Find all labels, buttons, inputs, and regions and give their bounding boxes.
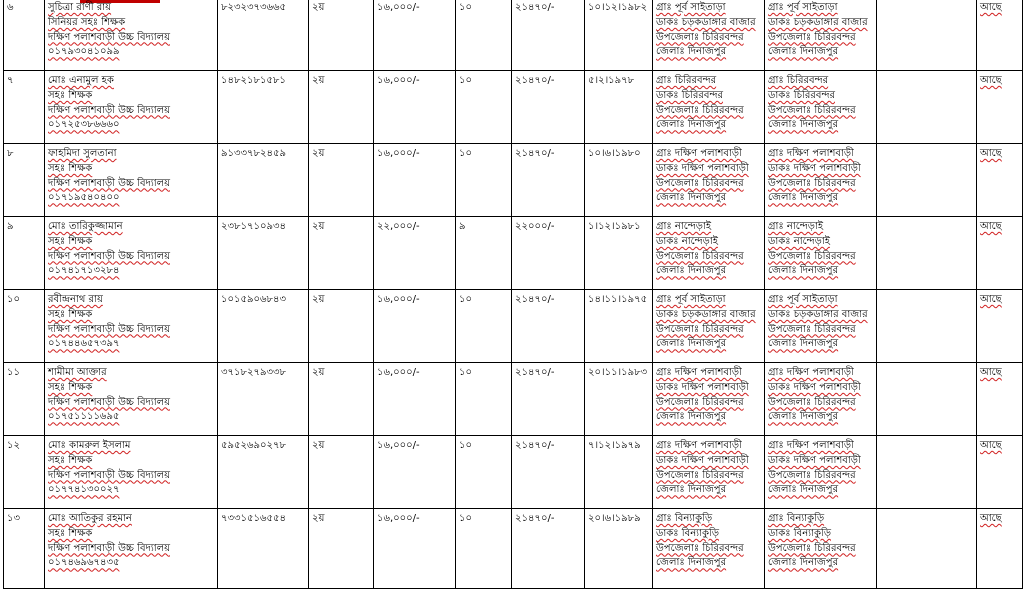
phone-number: ০১৭৪১৭১৩২৮৪ — [48, 265, 120, 277]
step-cell — [456, 290, 512, 363]
total-pay: ২১৪৭০/- — [515, 75, 555, 86]
person-cell — [45, 436, 218, 509]
designation: সহঃ শিক্ষক — [48, 235, 93, 247]
permanent-address-cell — [765, 0, 877, 71]
permanent-address-line: উপজেলাঃ চিরিরবন্দর — [768, 250, 856, 262]
institution: দক্ষিণ পলাশবাড়ী উচ্চ বিদ্যালয় — [48, 177, 170, 189]
status: আছে — [980, 294, 1002, 305]
designation: সিনিয়র সহঃ শিক্ষক — [48, 16, 126, 28]
present-address-line: ডাকঃ চড়কডাঙ্গার বাজার — [656, 308, 756, 320]
status-cell — [977, 509, 1023, 589]
pay-step: ১০ — [459, 440, 472, 451]
total-pay-cell — [512, 290, 585, 363]
dob-cell — [585, 509, 653, 589]
permanent-address-line: গ্রাঃ বিন্যাকুড়ি — [768, 513, 825, 524]
permanent-address-line: ডাকঃ চিরিরবন্দর — [768, 89, 835, 101]
person-cell — [45, 71, 218, 144]
person-cell — [45, 217, 218, 290]
total-pay-cell — [512, 0, 585, 71]
date-of-birth: ৫।২।১৯৭৮ — [588, 75, 635, 86]
present-address-cell — [653, 144, 765, 217]
present-address-line: গ্রাঃ দক্ষিণ পলাশবাড়ী — [656, 148, 742, 159]
nid-number: ১৪৮২১৮১৫৮১ — [221, 75, 286, 86]
pay-scale: ১৬,০০০/- — [377, 440, 420, 451]
date-of-birth: ১।১২।১৯৮১ — [588, 221, 641, 232]
pay-scale-cell — [374, 217, 456, 290]
grade: ২য় — [312, 367, 325, 378]
permanent-address-line: ডাকঃ বিন্যাকুড়ি — [768, 527, 831, 539]
pay-step: ১০ — [459, 367, 472, 378]
permanent-address-cell — [765, 436, 877, 509]
status: আছে — [980, 75, 1002, 86]
grade-cell — [309, 144, 374, 217]
permanent-address-line: গ্রাঃ চিরিরবন্দর — [768, 75, 829, 86]
institution: দক্ষিণ পলাশবাড়ী উচ্চ বিদ্যালয় — [48, 542, 170, 554]
present-address-line: উপজেলাঃ চিরিরবন্দর — [656, 542, 744, 554]
teacher-name: সুচিত্রা রাণী রায় — [48, 2, 112, 13]
pay-step: ১০ — [459, 75, 472, 86]
serial-number: ১২ — [7, 440, 20, 451]
permanent-address-cell — [765, 144, 877, 217]
person-cell — [45, 509, 218, 589]
present-address-line: গ্রাঃ চিরিরবন্দর — [656, 75, 717, 86]
pay-scale-cell — [374, 0, 456, 71]
present-address-line: উপজেলাঃ চিরিরবন্দর — [656, 31, 744, 43]
dob-cell — [585, 290, 653, 363]
serial-cell — [4, 217, 45, 290]
nid-cell — [218, 217, 309, 290]
permanent-address-line: উপজেলাঃ চিরিরবন্দর — [768, 104, 856, 116]
present-address-line: জেলাঃ দিনাজপুর — [656, 192, 727, 204]
permanent-address-line: গ্রাঃ দক্ষিণ পলাশবাড়ী — [768, 367, 854, 378]
present-address-cell — [653, 217, 765, 290]
pay-scale: ১৬,০০০/- — [377, 513, 420, 524]
designation: সহঃ শিক্ষক — [48, 454, 93, 466]
nid-cell — [218, 436, 309, 509]
present-address-line: উপজেলাঃ চিরিরবন্দর — [656, 469, 744, 481]
status-cell — [977, 71, 1023, 144]
present-address-line: ডাকঃ চড়কডাঙ্গার বাজার — [656, 16, 756, 28]
present-address-line: উপজেলাঃ চিরিরবন্দর — [656, 323, 744, 335]
grade-cell — [309, 363, 374, 436]
permanent-address-line: ডাকঃ দক্ষিণ পলাশবাড়ী — [768, 381, 861, 393]
step-cell — [456, 0, 512, 71]
nid-number: ১০১৫৯০৬৮৪৩ — [221, 294, 286, 305]
present-address-line: গ্রাঃ পূর্ব সাইতাড়া — [656, 2, 726, 13]
person-cell — [45, 144, 218, 217]
serial-cell — [4, 71, 45, 144]
pay-scale: ২২,০০০/- — [377, 221, 420, 232]
dob-cell — [585, 71, 653, 144]
permanent-address-line: উপজেলাঃ চিরিরবন্দর — [768, 396, 856, 408]
nid-number: ৫৯৫২৬৯০২৭৮ — [221, 440, 286, 451]
grade-cell — [309, 436, 374, 509]
serial-number: ১১ — [7, 367, 20, 378]
grade: ২য় — [312, 513, 325, 524]
date-of-birth: ১৪।১১।১৯৭৫ — [588, 294, 648, 305]
status: আছে — [980, 367, 1002, 378]
total-pay: ২১৪৭০/- — [515, 148, 555, 159]
serial-cell — [4, 363, 45, 436]
grade-cell — [309, 290, 374, 363]
table-row — [4, 436, 1023, 509]
serial-cell — [4, 144, 45, 217]
permanent-address-line: ডাকঃ দক্ষিণ পলাশবাড়ী — [768, 454, 861, 466]
nid-cell — [218, 290, 309, 363]
present-address-line: জেলাঃ দিনাজপুর — [656, 119, 727, 131]
nid-number: ৮২৩২৩৭৩৬৬৫ — [221, 2, 286, 13]
present-address-cell — [653, 363, 765, 436]
nid-cell — [218, 363, 309, 436]
pay-scale-cell — [374, 290, 456, 363]
present-address-line: জেলাঃ দিনাজপুর — [656, 265, 727, 277]
teacher-info-table — [3, 0, 1023, 589]
designation: সহঃ শিক্ষক — [48, 381, 93, 393]
total-pay-cell — [512, 436, 585, 509]
status: আছে — [980, 440, 1002, 451]
present-address-line: উপজেলাঃ চিরিরবন্দর — [656, 396, 744, 408]
person-cell — [45, 0, 218, 71]
permanent-address-line: জেলাঃ দিনাজপুর — [768, 46, 839, 58]
teacher-name: মোঃ আতিকুর রহমান — [48, 513, 132, 524]
table-row — [4, 71, 1023, 144]
present-address-line: গ্রাঃ নান্দেড়াই — [656, 221, 712, 232]
pay-scale: ১৬,০০০/- — [377, 367, 420, 378]
table-row — [4, 363, 1023, 436]
permanent-address-cell — [765, 71, 877, 144]
permanent-address-line: উপজেলাঃ চিরিরবন্দর — [768, 469, 856, 481]
institution: দক্ষিণ পলাশবাড়ী উচ্চ বিদ্যালয় — [48, 323, 170, 335]
present-address-line: ডাকঃ দক্ষিণ পলাশবাড়ী — [656, 162, 749, 174]
pay-step: ১০ — [459, 513, 472, 524]
serial-number: ৮ — [7, 148, 14, 159]
institution: দক্ষিণ পলাশবাড়ী উচ্চ বিদ্যালয় — [48, 469, 170, 481]
serial-number: ৬ — [7, 2, 14, 13]
person-cell — [45, 290, 218, 363]
present-address-cell — [653, 436, 765, 509]
present-address-line: গ্রাঃ দক্ষিণ পলাশবাড়ী — [656, 440, 742, 451]
designation: সহঃ শিক্ষক — [48, 308, 93, 320]
serial-number: ৭ — [7, 75, 14, 86]
institution: দক্ষিণ পলাশবাড়ী উচ্চ বিদ্যালয় — [48, 396, 170, 408]
pay-step: ১০ — [459, 2, 472, 13]
grade-cell — [309, 71, 374, 144]
date-of-birth: ১০।১২।১৯৮২ — [588, 2, 648, 13]
table-row — [4, 144, 1023, 217]
permanent-address-line: উপজেলাঃ চিরিরবন্দর — [768, 323, 856, 335]
pay-scale: ১৬,০০০/- — [377, 148, 420, 159]
step-cell — [456, 217, 512, 290]
permanent-address-line: ডাকঃ নান্দেড়াই — [768, 235, 830, 247]
table-row — [4, 509, 1023, 589]
step-cell — [456, 363, 512, 436]
blank-cell — [877, 290, 977, 363]
pay-scale: ১৬,০০০/- — [377, 294, 420, 305]
designation: সহঃ শিক্ষক — [48, 89, 93, 101]
present-address-line: জেলাঃ দিনাজপুর — [656, 557, 727, 569]
blank-cell — [877, 71, 977, 144]
status-cell — [977, 363, 1023, 436]
permanent-address-line: গ্রাঃ নান্দেড়াই — [768, 221, 824, 232]
present-address-line: ডাকঃ দক্ষিণ পলাশবাড়ী — [656, 454, 749, 466]
teacher-name: মোঃ কামরুল ইসলাম — [48, 440, 131, 451]
permanent-address-cell — [765, 217, 877, 290]
institution: দক্ষিণ পলাশবাড়ী উচ্চ বিদ্যালয় — [48, 250, 170, 262]
permanent-address-line: ডাকঃ চড়কডাঙ্গার বাজার — [768, 308, 868, 320]
present-address-line: উপজেলাঃ চিরিরবন্দর — [656, 104, 744, 116]
total-pay: ২১৪৭০/- — [515, 367, 555, 378]
dob-cell — [585, 217, 653, 290]
serial-cell — [4, 509, 45, 589]
permanent-address-line: জেলাঃ দিনাজপুর — [768, 484, 839, 496]
permanent-address-line: জেলাঃ দিনাজপুর — [768, 192, 839, 204]
permanent-address-cell — [765, 363, 877, 436]
blank-cell — [877, 144, 977, 217]
present-address-line: জেলাঃ দিনাজপুর — [656, 46, 727, 58]
nid-number: ৭৩৩১৫১৬৫৫৪ — [221, 513, 286, 524]
total-pay: ২১৪৭০/- — [515, 513, 555, 524]
grade: ২য় — [312, 221, 325, 232]
phone-number: ০১৭১৯৫৪০৪০০ — [48, 192, 120, 204]
present-address-line: জেলাঃ দিনাজপুর — [656, 338, 727, 350]
grade: ২য় — [312, 294, 325, 305]
serial-number: ১০ — [7, 294, 20, 305]
step-cell — [456, 436, 512, 509]
date-of-birth: ২০।৬।১৯৮৯ — [588, 513, 641, 524]
total-pay-cell — [512, 509, 585, 589]
pay-step: ১০ — [459, 148, 472, 159]
status: আছে — [980, 148, 1002, 159]
pay-step: ১০ — [459, 294, 472, 305]
table-row — [4, 217, 1023, 290]
present-address-line: জেলাঃ দিনাজপুর — [656, 411, 727, 423]
present-address-line: গ্রাঃ পূর্ব সাইতাড়া — [656, 294, 726, 305]
status: আছে — [980, 221, 1002, 232]
phone-number: ০১৭৭৪১৩০০২৭ — [48, 484, 120, 496]
pay-scale-cell — [374, 71, 456, 144]
blank-cell — [877, 436, 977, 509]
nid-number: ২৩৮১৭১০৯৩৪ — [221, 221, 286, 232]
permanent-address-line: জেলাঃ দিনাজপুর — [768, 557, 839, 569]
permanent-address-line: গ্রাঃ পূর্ব সাইতাড়া — [768, 2, 838, 13]
present-address-cell — [653, 71, 765, 144]
pay-scale-cell — [374, 509, 456, 589]
designation: সহঃ শিক্ষক — [48, 527, 93, 539]
present-address-line: গ্রাঃ বিন্যাকুড়ি — [656, 513, 713, 524]
total-pay: ২১৪৭০/- — [515, 440, 555, 451]
present-address-line: উপজেলাঃ চিরিরবন্দর — [656, 177, 744, 189]
status: আছে — [980, 2, 1002, 13]
pay-scale-cell — [374, 436, 456, 509]
status-cell — [977, 0, 1023, 71]
present-address-line: উপজেলাঃ চিরিরবন্দর — [656, 250, 744, 262]
permanent-address-line: জেলাঃ দিনাজপুর — [768, 265, 839, 277]
phone-number: ০১৭৪৬৯৬৭৪৩৫ — [48, 557, 120, 569]
permanent-address-line: গ্রাঃ দক্ষিণ পলাশবাড়ী — [768, 440, 854, 451]
grade: ২য় — [312, 2, 325, 13]
total-pay-cell — [512, 144, 585, 217]
total-pay-cell — [512, 363, 585, 436]
nid-cell — [218, 144, 309, 217]
teacher-name: শামীমা আক্তার — [48, 367, 107, 378]
present-address-line: গ্রাঃ দক্ষিণ পলাশবাড়ী — [656, 367, 742, 378]
designation: সহঃ শিক্ষক — [48, 162, 93, 174]
nid-number: ৩৭১৮২৭৯৩৩৮ — [221, 367, 286, 378]
grade: ২য় — [312, 440, 325, 451]
nid-cell — [218, 509, 309, 589]
date-of-birth: ২০।১১।১৯৮৩ — [588, 367, 648, 378]
present-address-line: জেলাঃ দিনাজপুর — [656, 484, 727, 496]
step-cell — [456, 144, 512, 217]
permanent-address-line: জেলাঃ দিনাজপুর — [768, 119, 839, 131]
status-cell — [977, 436, 1023, 509]
present-address-line: ডাকঃ নান্দেড়াই — [656, 235, 718, 247]
dob-cell — [585, 363, 653, 436]
permanent-address-line: জেলাঃ দিনাজপুর — [768, 338, 839, 350]
blank-cell — [877, 0, 977, 71]
teacher-name: ফাহমিদা সুলতানা — [48, 148, 117, 159]
pay-scale-cell — [374, 363, 456, 436]
permanent-address-line: উপজেলাঃ চিরিরবন্দর — [768, 177, 856, 189]
permanent-address-cell — [765, 509, 877, 589]
date-of-birth: ১০।৬।১৯৮০ — [588, 148, 641, 159]
present-address-line: ডাকঃ বিন্যাকুড়ি — [656, 527, 719, 539]
serial-cell — [4, 290, 45, 363]
status-cell — [977, 217, 1023, 290]
institution: দক্ষিণ পলাশবাড়ী উচ্চ বিদ্যালয় — [48, 31, 170, 43]
present-address-cell — [653, 290, 765, 363]
status-cell — [977, 290, 1023, 363]
permanent-address-cell — [765, 290, 877, 363]
pay-scale: ১৬,০০০/- — [377, 2, 420, 13]
nid-cell — [218, 71, 309, 144]
serial-number: ৯ — [7, 221, 14, 232]
step-cell — [456, 509, 512, 589]
dob-cell — [585, 0, 653, 71]
pay-scale-cell — [374, 144, 456, 217]
total-pay: ২২০০০/- — [515, 221, 555, 232]
person-cell — [45, 363, 218, 436]
phone-number: ০১৭৪৪৬৫৭৩৯৭ — [48, 338, 120, 350]
permanent-address-line: উপজেলাঃ চিরিরবন্দর — [768, 542, 856, 554]
status: আছে — [980, 513, 1002, 524]
nid-number: ৯১৩৩৭৮২৪৫৯ — [221, 148, 286, 159]
pay-step: ৯ — [459, 221, 466, 232]
serial-cell — [4, 0, 45, 71]
serial-number: ১৩ — [7, 513, 20, 524]
institution: দক্ষিণ পলাশবাড়ী উচ্চ বিদ্যালয় — [48, 104, 170, 116]
dob-cell — [585, 144, 653, 217]
teacher-name: রবীন্দ্রনাথ রায় — [48, 294, 103, 305]
permanent-address-line: জেলাঃ দিনাজপুর — [768, 411, 839, 423]
blank-cell — [877, 217, 977, 290]
present-address-line: ডাকঃ চিরিরবন্দর — [656, 89, 723, 101]
present-address-cell — [653, 0, 765, 71]
total-pay: ২১৪৭০/- — [515, 2, 555, 13]
step-cell — [456, 71, 512, 144]
grade-cell — [309, 0, 374, 71]
dob-cell — [585, 436, 653, 509]
total-pay: ২১৪৭০/- — [515, 294, 555, 305]
table-row — [4, 0, 1023, 71]
permanent-address-line: গ্রাঃ দক্ষিণ পলাশবাড়ী — [768, 148, 854, 159]
total-pay-cell — [512, 71, 585, 144]
permanent-address-line: গ্রাঃ পূর্ব সাইতাড়া — [768, 294, 838, 305]
table-row — [4, 290, 1023, 363]
present-address-line: ডাকঃ দক্ষিণ পলাশবাড়ী — [656, 381, 749, 393]
grade: ২য় — [312, 148, 325, 159]
grade-cell — [309, 509, 374, 589]
teacher-name: মোঃ তারিকুজ্জামান — [48, 221, 123, 232]
grade: ২য় — [312, 75, 325, 86]
total-pay-cell — [512, 217, 585, 290]
serial-cell — [4, 436, 45, 509]
grade-cell — [309, 217, 374, 290]
blank-cell — [877, 509, 977, 589]
pay-scale: ১৬,০০০/- — [377, 75, 420, 86]
blank-cell — [877, 363, 977, 436]
present-address-cell — [653, 509, 765, 589]
date-of-birth: ৭।১২।১৯৭৯ — [588, 440, 641, 451]
phone-number: ০১৭২৫৩৮৬৬৬০ — [48, 119, 120, 131]
phone-number: ০১৭৯৩০৪১০৯৯ — [48, 46, 120, 58]
permanent-address-line: উপজেলাঃ চিরিরবন্দর — [768, 31, 856, 43]
status-cell — [977, 144, 1023, 217]
teacher-name: মোঃ এনামুল হক — [48, 75, 114, 86]
table-body — [4, 0, 1023, 589]
phone-number: ০১৭৫১১১১৬৯৫ — [48, 411, 120, 423]
nid-cell — [218, 0, 309, 71]
permanent-address-line: ডাকঃ দক্ষিণ পলাশবাড়ী — [768, 162, 861, 174]
permanent-address-line: ডাকঃ চড়কডাঙ্গার বাজার — [768, 16, 868, 28]
